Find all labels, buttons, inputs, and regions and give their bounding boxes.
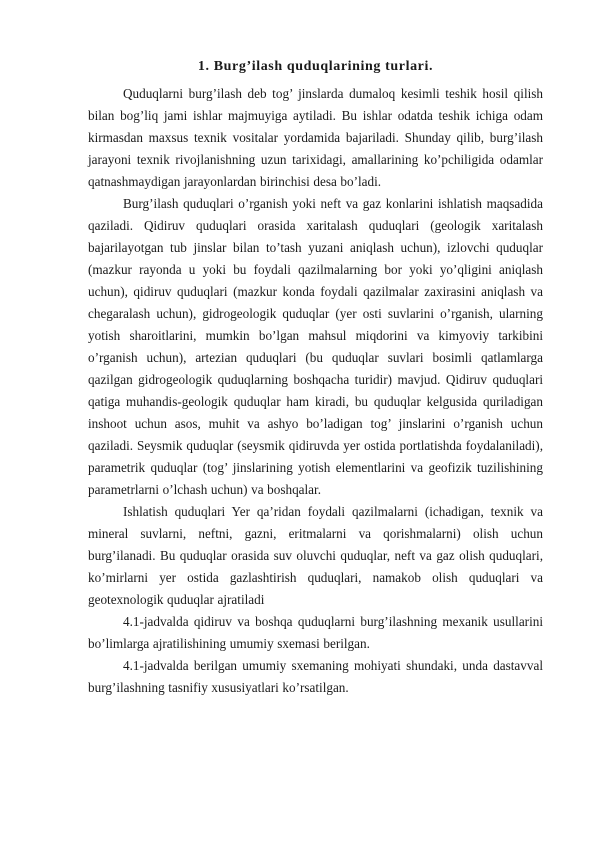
section-heading: 1. Burg’ilash quduqlarining turlari. bbox=[197, 59, 434, 74]
paragraph-scheme-essence: 4.1-jadvalda berilgan umumiy sxemaning mohiyati shundaki, unda dastavval burg’ilashning tasnifiy xususiyatlari ko’rsatilgan. bbox=[88, 658, 543, 695]
paragraph-definition: Quduqlarni burg’ilash deb tog’ jinslarda dumaloq kesimli teshik hosil qilish bilan bog’liq jami ishlar majmuyiga aytiladi. Bu ishlar odatda teshik ichiga odam kirmasdan maxsus texnik vositalar yordamida bajariladi. Shunday qilib, burg’ilash jarayoni texnik rivojlanishning uzun tarixidagi, amallarining ko’pchiligida odamlar qatnashmaydigan jarayonlardan birinchisi desa bo’ladi. bbox=[88, 86, 543, 189]
paragraph-production-wells: Ishlatish quduqlari Yer qa’ridan foydali qazilmalarni (ichadigan, texnik va mineral suvlarni, neftni, gazni, eritmalarni va qorishmalarni) olish uchun burg’ilanadi. Bu quduqlar orasida suv oluvchi quduqlar, neft va gaz olish quduqlari, ko’mirlarni yer ostida gazlashtirish quduqlari, namakob olish quduqlari va geotexnologik quduqlar ajratiladi bbox=[88, 504, 543, 607]
paragraph-exploration-wells: Burg’ilash quduqlari o’rganish yoki neft va gaz konlarini ishlatish maqsadida qaziladi. Qidiruv quduqlari orasida xaritalash quduqlari (geologik xaritalash bajarilayotgan tub jinslar bilan to’tash yuzani aniqlash uchun), izlovchi quduqlar (mazkur rayonda u yoki bu foydali qazilmalarning bor yoki yo’qligini aniqlash uchun), qidiruv quduqlari (mazkur konda foydali qazilmalar zaxirasini aniqlash va chegaralash uchun), gidrogeologik quduqlar (yer osti suvlarini o’rganish, ularning yotish sharoitlarini, mumkin bo’lgan mahsul miqdorini va kimyoviy tarkibini o’rganish uchun), artezian quduqlari (bu quduqlar suvlari bosimli qatlamlarga qazilgan gidrogeologik quduqlarning boshqacha turidir) mavjud. Qidiruv quduqlari qatiga muhandis-geologik quduqlar ham kiradi, bu quduqlar kelgusida quriladigan inshoot uchun asos, muhit va ashyo bo’ladigan tog’ jinslarini o’rganish uchun qaziladi. Seysmik quduqlar (seysmik qidiruvda yer ostida portlatishda foydalaniladi), parametrik quduqlar (tog’ jinslarining yotish elementlarini va geofizik tuzilishining parametrlarni o’lchash uchun) va boshqalar. bbox=[88, 196, 543, 497]
paragraph-table-reference: 4.1-jadvalda qidiruv va boshqa quduqlarni burg’ilashning mexanik usullarini bo’limlarga ajratilishining umumiy sxemasi berilgan. bbox=[88, 614, 543, 651]
